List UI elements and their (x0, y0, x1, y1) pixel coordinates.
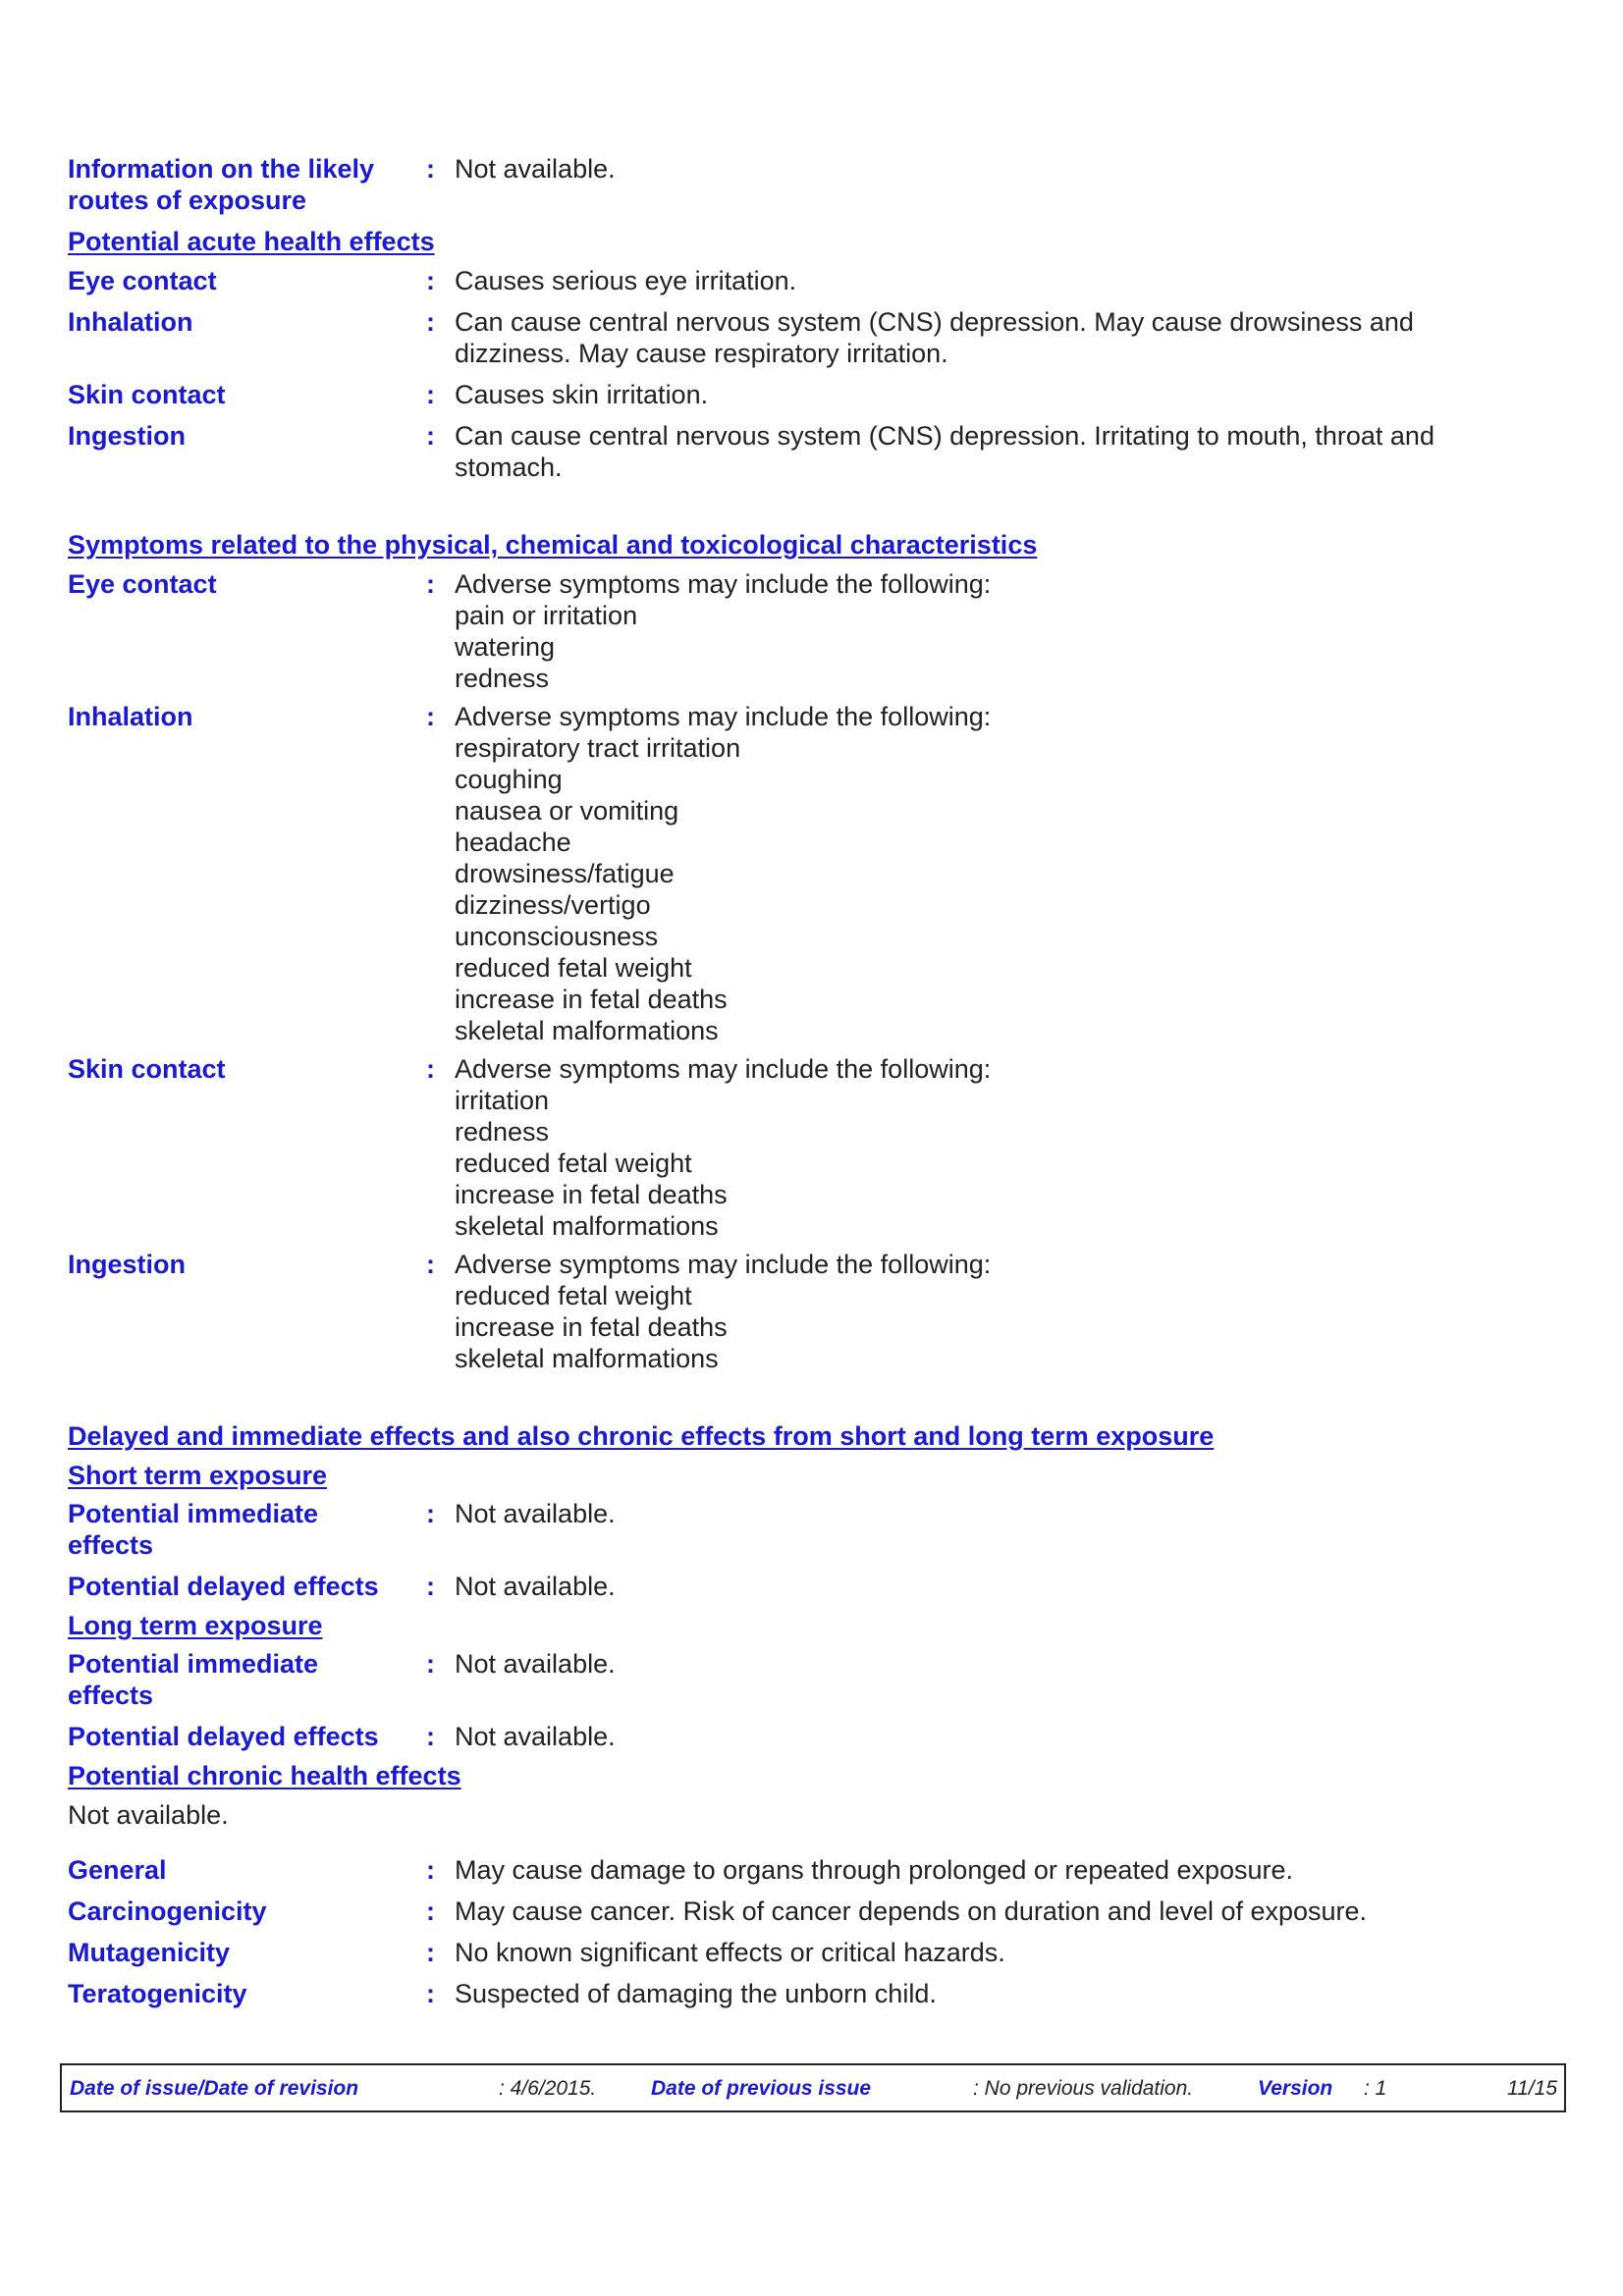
issue-date-value: : 4/6/2015. (499, 2077, 597, 2100)
symptom-line: increase in fetal deaths (455, 1180, 728, 1209)
value-line: stomach. (455, 453, 563, 482)
symptom-line: irritation (455, 1086, 550, 1115)
row-value: May cause damage to organs through prolonged or repeated exposure. (455, 1855, 1294, 1885)
page-number: 11/15 (1507, 2077, 1557, 2100)
row-value (455, 306, 1560, 369)
symptom-line: unconsciousness (455, 922, 659, 951)
symptom-line: increase in fetal deaths (455, 985, 728, 1014)
symptom-line: increase in fetal deaths (455, 1312, 728, 1342)
symptom-line: skeletal malformations (455, 1344, 719, 1373)
short-term-heading: Short term exposure (68, 1461, 328, 1490)
chronic-row-teratogenicity: Teratogenicity : Suspected of damaging the unborn child. (68, 1978, 1560, 2009)
row-value (455, 1249, 1560, 1374)
symptom-line: watering (455, 632, 556, 662)
symptom-line: Adverse symptoms may include the following: (455, 1250, 992, 1279)
short-immediate-row: Potential immediate effects : Not available. (68, 1498, 1560, 1561)
acute-row-ingestion: Ingestion : Can cause central nervous system (CNS) depression. Irritating to mouth, throat and stomach. (68, 420, 1560, 483)
colon: : (426, 154, 435, 184)
symptom-line: drowsiness/fatigue (455, 859, 675, 888)
symptom-line: redness (455, 664, 550, 693)
symptom-line: Adverse symptoms may include the following: (455, 1054, 992, 1084)
row-label: Ingestion (68, 1250, 186, 1279)
row-label: Potential immediate effects (68, 1499, 319, 1560)
acute-heading: Potential acute health effects (68, 227, 435, 256)
symptoms-row-skin: Skin contact : Adverse symptoms may include the following: irritation redness reduced fetal weight increase in fetal deaths skeletal malformations (68, 1053, 1560, 1242)
routes-value: Not available. (455, 154, 616, 184)
long-immediate-row: Potential immediate effects : Not available. (68, 1648, 1560, 1711)
row-value: Not available. (455, 1649, 616, 1679)
row-value (455, 420, 1560, 483)
row-label: Eye contact (68, 569, 217, 599)
symptoms-row-inhalation: Inhalation : Adverse symptoms may include the following: respiratory tract irritation coughing nausea or vomiting headache drowsiness/fatigue dizziness/vertigo unconsciousness reduced fetal weight increase in fetal deaths skeletal malformations (68, 701, 1560, 1046)
routes-row (68, 153, 1560, 216)
version-value: : 1 (1364, 2077, 1387, 2100)
row-label: Inhalation (68, 307, 193, 337)
symptom-line: respiratory tract irritation (455, 733, 741, 763)
row-label: Eye contact (68, 266, 217, 295)
row-value: Not available. (455, 1572, 616, 1601)
row-label: Mutagenicity (68, 1938, 231, 1967)
chronic-row-carcinogenicity: Carcinogenicity : May cause cancer. Risk of cancer depends on duration and level of exposure. (68, 1896, 1560, 1927)
row-value: Causes serious eye irritation. (455, 266, 797, 295)
row-label: Skin contact (68, 380, 226, 409)
page-footer (60, 2063, 1566, 2112)
symptom-line: skeletal malformations (455, 1016, 719, 1045)
long-term-heading: Long term exposure (68, 1611, 323, 1640)
version-label: Version (1258, 2077, 1333, 2100)
value-line: dizziness. May cause respiratory irritation. (455, 339, 948, 368)
symptom-line: reduced fetal weight (455, 1281, 692, 1310)
row-value: Not available. (455, 1722, 616, 1751)
row-value: Causes skin irritation. (455, 380, 709, 409)
chronic-heading: Potential chronic health effects (68, 1761, 461, 1790)
symptom-line: reduced fetal weight (455, 953, 692, 983)
row-label: Potential immediate effects (68, 1649, 319, 1710)
symptom-line: coughing (455, 765, 563, 794)
acute-row-eye: Eye contact : Causes serious eye irritation. (68, 265, 1560, 296)
symptom-line: dizziness/vertigo (455, 890, 651, 920)
row-value: May cause cancer. Risk of cancer depends on duration and level of exposure. (455, 1896, 1368, 1926)
row-value (455, 701, 1560, 1046)
row-label: Teratogenicity (68, 1979, 247, 2008)
value-line: Can cause central nervous system (CNS) depression. Irritating to mouth, throat and (455, 421, 1434, 451)
symptoms-heading: Symptoms related to the physical, chemical and toxicological characteristics (68, 530, 1038, 560)
row-label: Potential delayed effects (68, 1722, 379, 1751)
issue-date-label: Date of issue/Date of revision (70, 2077, 359, 2100)
row-label: Skin contact (68, 1054, 226, 1084)
previous-issue-value: : No previous validation. (973, 2077, 1194, 2100)
delayed-heading: Delayed and immediate effects and also chronic effects from short and long term exposure (68, 1421, 1215, 1451)
row-value (455, 568, 1560, 694)
chronic-row-mutagenicity: Mutagenicity : No known significant effects or critical hazards. (68, 1937, 1560, 1968)
symptom-line: pain or irritation (455, 601, 638, 630)
row-value: No known significant effects or critical hazards. (455, 1938, 1005, 1967)
symptom-line: reduced fetal weight (455, 1148, 692, 1178)
symptom-line: Adverse symptoms may include the following: (455, 569, 992, 599)
row-value: Suspected of damaging the unborn child. (455, 1979, 937, 2008)
row-label: Potential delayed effects (68, 1572, 379, 1601)
routes-label: Information on the likely routes of exposure (68, 154, 375, 215)
chronic-row-general: General : May cause damage to organs through prolonged or repeated exposure. (68, 1854, 1560, 1886)
symptoms-row-eye: Eye contact : Adverse symptoms may include the following: pain or irritation watering redness (68, 568, 1560, 694)
symptoms-row-ingestion: Ingestion : Adverse symptoms may include the following: reduced fetal weight increase in fetal deaths skeletal malformations (68, 1249, 1560, 1374)
row-value: Not available. (455, 1499, 616, 1528)
symptom-line: redness (455, 1117, 550, 1147)
symptom-line: headache (455, 828, 571, 857)
acute-row-inhalation: Inhalation : Can cause central nervous system (CNS) depression. May cause drowsiness and dizziness. May cause respiratory irritation. (68, 306, 1560, 369)
row-label: Ingestion (68, 421, 186, 451)
symptom-line: skeletal malformations (455, 1211, 719, 1241)
symptom-line: Adverse symptoms may include the following: (455, 702, 992, 731)
short-delayed-row: Potential delayed effects : Not available. (68, 1571, 1560, 1602)
row-label: Inhalation (68, 702, 193, 731)
long-delayed-row: Potential delayed effects : Not available. (68, 1721, 1560, 1752)
symptom-line: nausea or vomiting (455, 796, 679, 826)
chronic-text: Not available. (68, 1800, 229, 1830)
row-value (455, 1053, 1560, 1242)
document-body (68, 153, 1560, 2009)
value-line: Can cause central nervous system (CNS) depression. May cause drowsiness and (455, 307, 1414, 337)
acute-row-skin: Skin contact : Causes skin irritation. (68, 379, 1560, 410)
previous-issue-label: Date of previous issue (651, 2077, 872, 2100)
row-label: Carcinogenicity (68, 1896, 267, 1926)
row-label: General (68, 1855, 167, 1885)
